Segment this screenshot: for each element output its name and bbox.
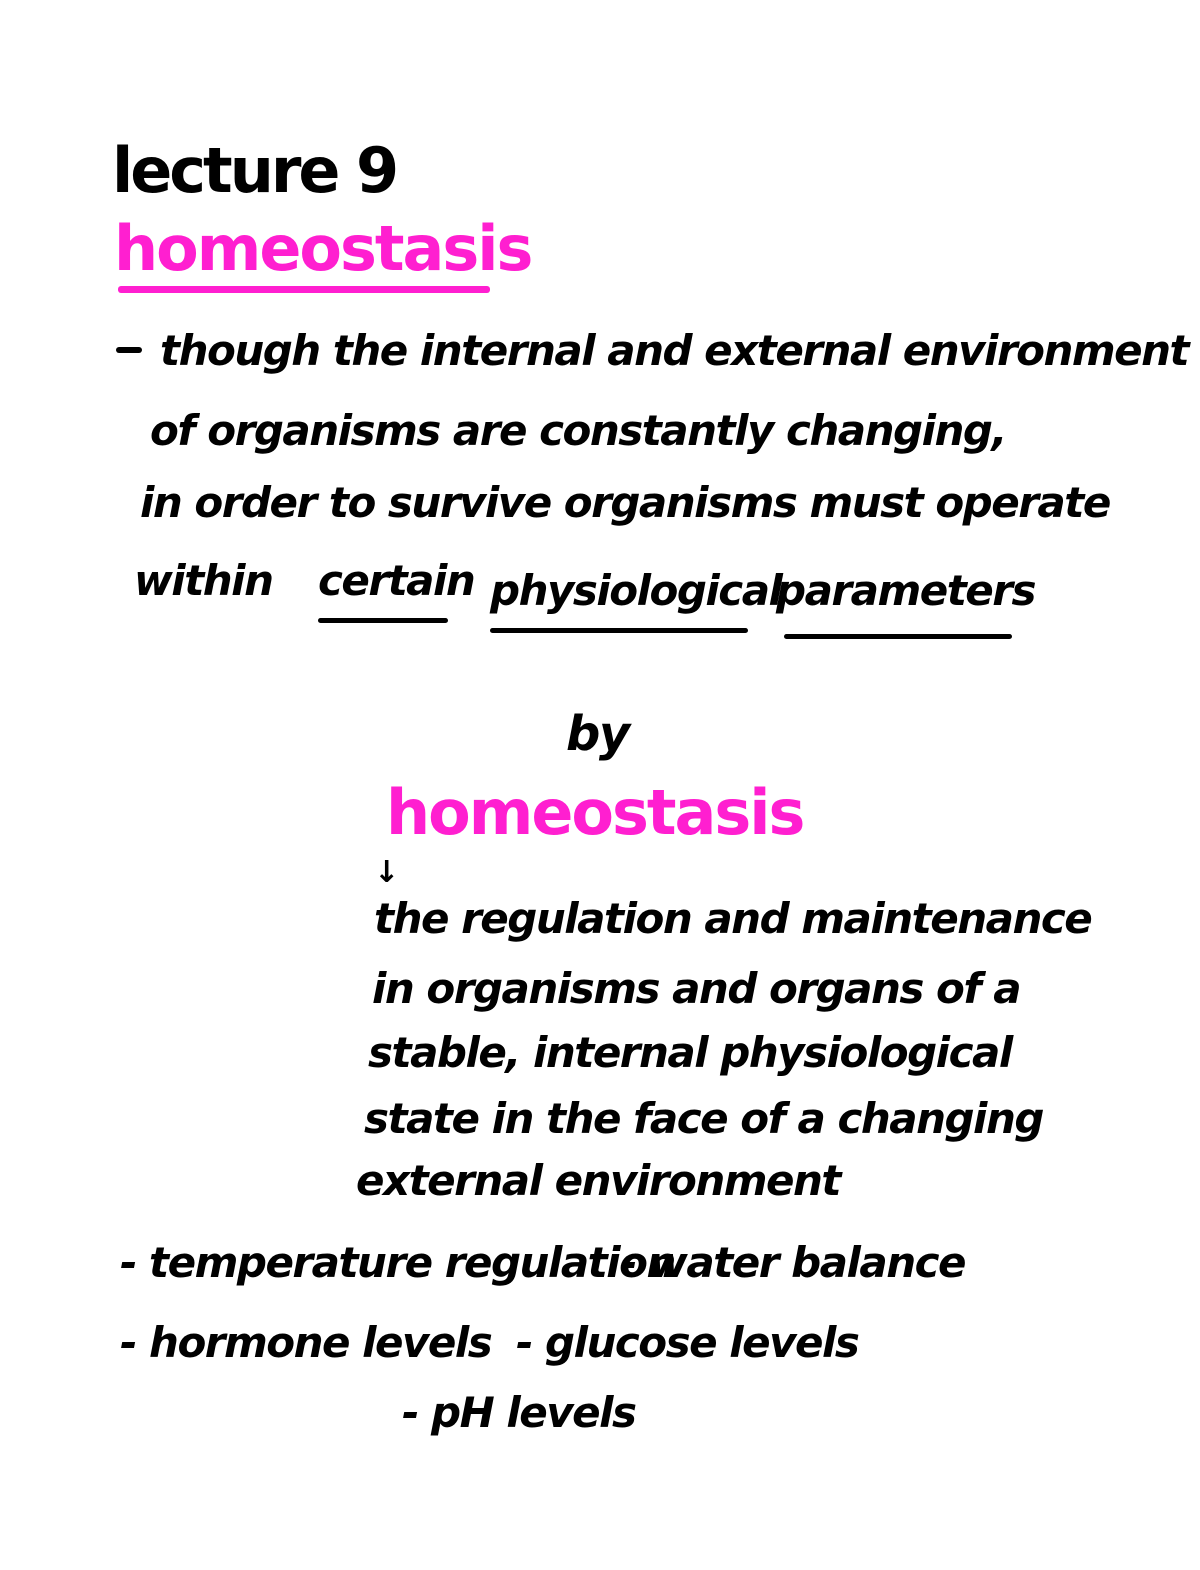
- example-temperature-regulation: - temperature regulation: [120, 1238, 675, 1287]
- underlined-word-parameters: parameters: [776, 566, 1035, 615]
- down-arrow-icon: ↓: [374, 855, 398, 890]
- center-term: homeostasis: [386, 776, 804, 849]
- intro-line-1: though the internal and external environment: [160, 326, 1189, 375]
- example-water-balance: - water balance: [620, 1238, 966, 1287]
- example-glucose-levels: - glucose levels: [516, 1318, 859, 1367]
- definition-line-3: stable, internal physiological: [368, 1028, 1012, 1077]
- lecture-title: lecture 9: [112, 134, 397, 207]
- definition-line-2: in organisms and organs of a: [372, 964, 1021, 1013]
- underline-physiological: [490, 628, 748, 633]
- intro-bullet-dash: [116, 347, 142, 353]
- example-hormone-levels: - hormone levels: [120, 1318, 492, 1367]
- intro-line-2: of organisms are constantly changing,: [150, 406, 1006, 455]
- definition-line-1: the regulation and maintenance: [374, 894, 1092, 943]
- underline-parameters: [784, 634, 1012, 639]
- example-ph-levels: - pH levels: [402, 1388, 636, 1437]
- intro-line-3: in order to survive organisms must operate: [140, 478, 1110, 527]
- topic-heading: homeostasis: [114, 212, 532, 285]
- definition-line-5: external environment: [356, 1156, 840, 1205]
- topic-underline: [118, 286, 490, 293]
- underline-certain: [318, 618, 448, 623]
- connector-by: by: [566, 706, 629, 762]
- underlined-word-physiological: physiological: [490, 566, 782, 615]
- intro-line-4-lead: within: [134, 556, 273, 605]
- underlined-word-certain: certain: [318, 556, 475, 605]
- definition-line-4: state in the face of a changing: [364, 1094, 1043, 1143]
